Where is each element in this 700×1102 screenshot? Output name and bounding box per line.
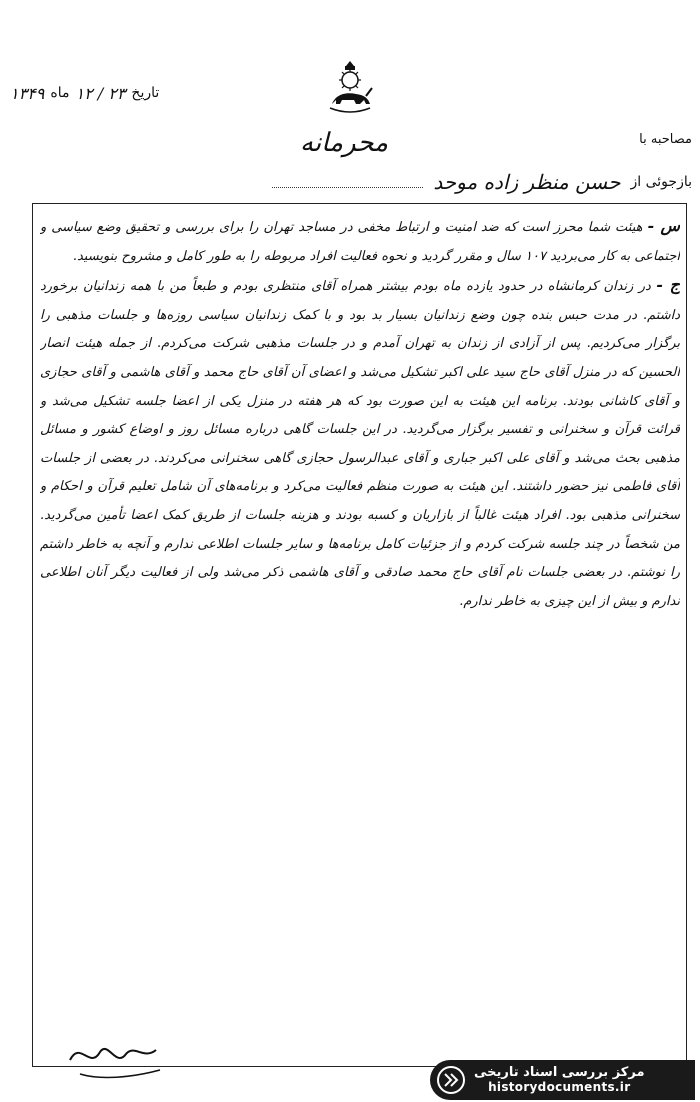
year-value: ۱۳۴۹	[10, 83, 45, 103]
question-text: هیئت شما محرز است که ضد امنیت و ارتباط مخفی در مساجد تهران را برای بررسی و تحقیق وضع سیاسی و اجتماعی به کار می‌بردید ۱۰۷ سال و مقرر گردید و نحوه فعالیت افراد مربوطه را به طور کامل و مشروح بنویسید.	[40, 220, 680, 264]
month-label: ماه	[50, 85, 70, 101]
handwritten-signature	[60, 1030, 170, 1090]
lion-and-sun-emblem-icon	[326, 60, 374, 116]
date-label: تاریخ	[131, 85, 160, 101]
document-body	[40, 212, 680, 1062]
interrogee-label: بازجوئی از	[630, 174, 692, 190]
date-header	[10, 80, 230, 106]
answer-label: ج -	[656, 275, 680, 295]
interrogee-line	[272, 170, 692, 194]
watermark-title: مرکز بررسی اسناد تاریخی	[474, 1065, 645, 1081]
archive-logo-icon	[436, 1065, 466, 1095]
dotted-line	[272, 177, 423, 188]
classification-stamp: محرمانه	[300, 128, 389, 158]
watermark-url: historydocuments.ir	[488, 1079, 631, 1094]
watermark-banner	[430, 1060, 695, 1100]
answer-paragraph	[40, 271, 680, 616]
question-paragraph	[40, 212, 680, 271]
question-label: س -	[647, 216, 680, 235]
interrogee-name: حسن منظر زاده موحد	[433, 170, 621, 194]
date-value: ۲۳ / ۱۲	[75, 83, 126, 103]
interview-label: مصاحبه با	[639, 132, 692, 147]
answer-text: در زندان کرمانشاه در حدود یازده ماه بودم بیشتر همراه آقای منتظری بودم و طبعاً من با همه زندانیان برخورد داشتم. در مدت حبس بنده چون وضع زندانیان بسیار بد بود و با کمک زندانیان سیاسی روزه‌ها و جلسات مذهبی را برگزار می‌کردیم. پس از آزادی از زندان به تهران آمدم و در جلسات مذهبی شرکت می‌کردم. از جمله هیئت انصار الحسین که در منزل آقای حاج سید علی اکبر تشکیل می‌شد و اعضای آن آقای حاج محمد و آقای هاشمی و آقای حجازی و آقای کاشانی بودند. برنامه این هیئت به این صورت بود که هر هفته در منزل یکی از اعضا جلسه تشکیل می‌شد و قرائت قرآن و سخنرانی و تفسیر برگزار می‌گردید. در این جلسات گاهی درباره مسائل روز و اوضاع کشور و مسائل مذهبی بحث می‌شد و آقای علی اکبر جباری و آقای عبدالرسول حجازی گاهی سخنرانی می‌کردند. در بعضی از جلسات آقای فاطمی نیز حضور داشتند. این هیئت به صورت منظم فعالیت می‌کرد و برنامه‌های آن شامل تعلیم قرآن و احکام و سخنرانی مذهبی بود. افراد هیئت غالباً از بازاریان و کسبه بودند و هزینه جلسات از طریق کمک اعضا تأمین می‌گردید. من شخصاً در چند جلسه شرکت کردم و از جزئیات کامل برنامه‌ها و سایر جلسات اطلاعی ندارم و آنچه به خاطر داشتم را نوشتم. در بعضی جلسات نام آقای حاج محمد صادقی و آقای هاشمی ذکر می‌شد ولی از فعالیت دیگر آنان اطلاعی ندارم و بیش از این چیزی به خاطر ندارم.	[40, 279, 680, 609]
